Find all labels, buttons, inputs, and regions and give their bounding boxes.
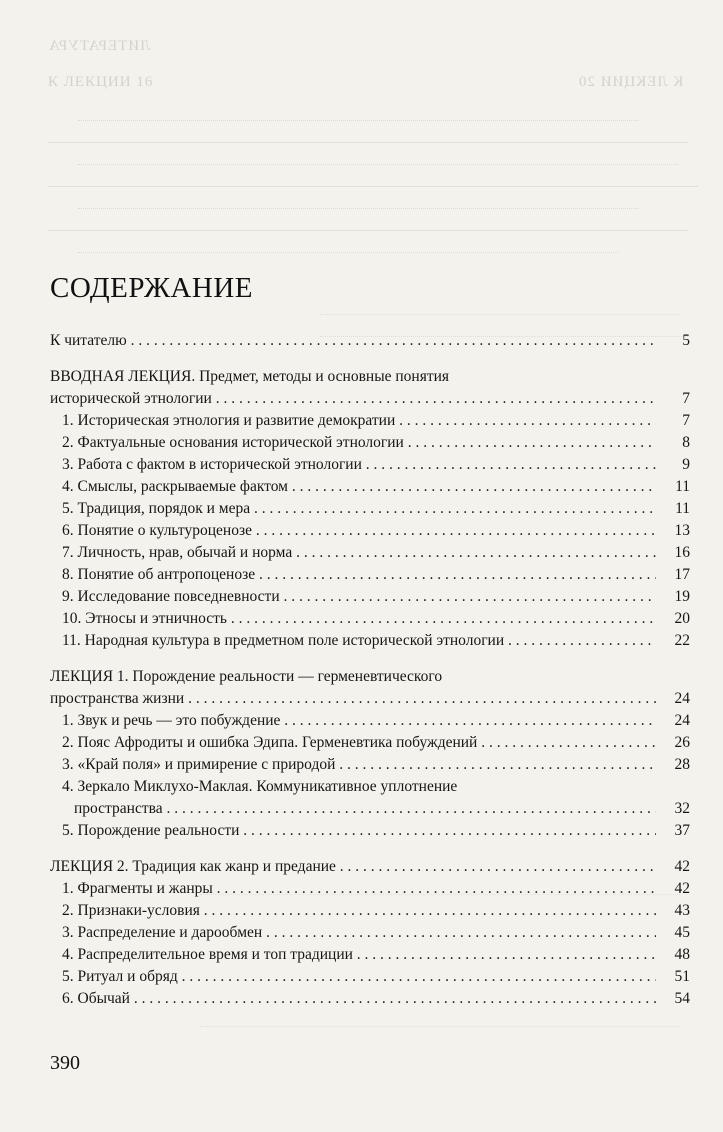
toc-entry[interactable]: 6. Обычай . . . 54 [50, 988, 690, 1010]
page-number: 390 [50, 1052, 80, 1074]
bleed-line [48, 172, 698, 187]
toc-entry[interactable]: 1. Звук и речь — это побуждение . . . 24 [50, 710, 690, 732]
bleed-line [200, 1012, 680, 1027]
bleed-line [48, 128, 688, 143]
lecture1-heading-continuation[interactable]: пространства жизни . . . 24 [50, 688, 690, 710]
page-title: СОДЕРЖАНИЕ [50, 272, 253, 304]
toc-entry[interactable]: 7. Личность, нрав, обычай и норма . . . 16 [50, 542, 690, 564]
toc-entry[interactable]: 3. Распределение и дарообмен . . . 45 [50, 922, 690, 944]
toc-entry[interactable]: 2. Признаки-условия . . . 43 [50, 900, 690, 922]
bleed-left-head: К ЛЕКЦИИ 16 [48, 74, 154, 90]
bleed-line [78, 194, 638, 209]
toc-entry-to-reader[interactable]: К читателю . . . 5 [50, 330, 690, 352]
toc-entry[interactable]: 3. Работа с фактом в исторической этнологии . . . 9 [50, 454, 690, 476]
toc-entry[interactable]: 2. Фактуальные основания исторической этнологии . . . 8 [50, 432, 690, 454]
toc-entry[interactable]: 1. Историческая этнология и развитие демократии . . . 7 [50, 410, 690, 432]
lecture2-heading[interactable]: ЛЕКЦИЯ 2. Традиция как жанр и предание . . . 42 [50, 856, 690, 878]
toc-entry[interactable]: 4. Распределительное время и топ традиции . . . 48 [50, 944, 690, 966]
intro-heading-continuation[interactable]: исторической этнологии . . . 7 [50, 388, 690, 410]
toc-entry[interactable]: 10. Этносы и этничность . . . 20 [50, 608, 690, 630]
toc-entry[interactable]: 8. Понятие об антропоценозе . . . 17 [50, 564, 690, 586]
table-of-contents [50, 330, 690, 1010]
toc-entry[interactable]: 1. Фрагменты и жанры . . . 42 [50, 878, 690, 900]
bleed-line [78, 238, 618, 253]
toc-entry[interactable]: 3. «Край поля» и примирение с природой . . . 28 [50, 754, 690, 776]
toc-entry[interactable]: 4. Смыслы, раскрываемые фактом . . . 11 [50, 476, 690, 498]
bleed-right-head: К ЛЕКЦИИ 20 [578, 74, 684, 90]
intro-heading[interactable]: ВВОДНАЯ ЛЕКЦИЯ. Предмет, методы и основные понятия [50, 368, 450, 385]
bleed-line [48, 216, 688, 231]
bleed-line [78, 150, 678, 165]
toc-entry[interactable]: 9. Исследование повседневности . . . 19 [50, 586, 690, 608]
toc-entry[interactable]: 2. Пояс Афродиты и ошибка Эдипа. Герменевтика побуждений . . . 26 [50, 732, 690, 754]
toc-entry-multiline[interactable]: 4. Зеркало Миклухо-Маклая. Коммуникативное уплотнение [62, 778, 458, 795]
toc-entry[interactable]: 5. Порождение реальности . . . 37 [50, 820, 690, 842]
toc-entry-continuation[interactable]: пространства . . . 32 [50, 798, 690, 820]
bleed-running-head: ЛИТЕРАТУРА [48, 38, 151, 54]
lecture1-heading[interactable]: ЛЕКЦИЯ 1. Порождение реальности — герменевтического [50, 668, 443, 685]
toc-entry[interactable]: 11. Народная культура в предметном поле исторической этнологии . . . 22 [50, 630, 690, 652]
bleed-line [320, 300, 680, 315]
toc-entry[interactable]: 5. Ритуал и обряд . . . 51 [50, 966, 690, 988]
toc-entry[interactable]: 6. Понятие о культуроценозе . . . 13 [50, 520, 690, 542]
toc-entry[interactable]: 5. Традиция, порядок и мера . . . 11 [50, 498, 690, 520]
bleed-line [78, 106, 638, 121]
